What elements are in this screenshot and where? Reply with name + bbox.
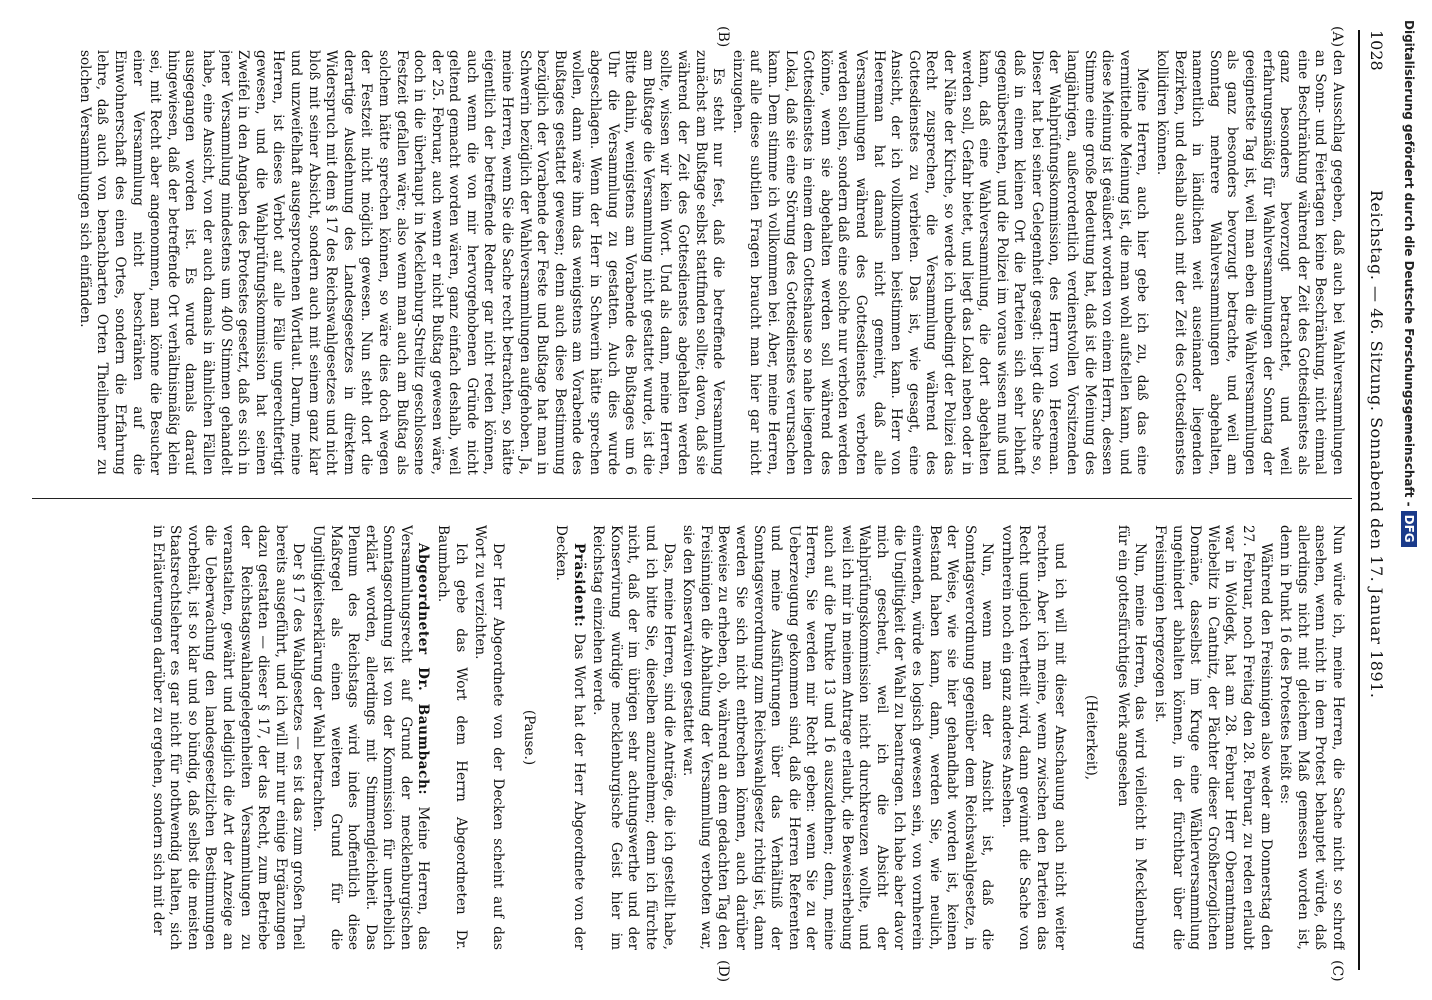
paragraph: Es steht nur fest, daß die betreffende Versammlung zunächst am Bußtage selbst stattfinden sollte; davon, daß sie während der Zeit des Gottesdienstes abgehalten werden sollte, wissen wir kein Wort. Und als dann, meine Herren, am Bußtage die Versammlung nicht gestattet wurde, ist die Bitte dahin, wenigstens am Vorabende des Bußtages um 6 Uhr die Versammlung zu gestatten. Auch dies wurde abgeschlagen. Wenn der Herr in Schwerin hätte sprechen wollen, dann wäre ihm das wenigstens am Vorabende des Bußtages gestattet gewesen; denn auch diese Bestimmung bezüglich der Vorabende der Feste und Bußtage hat man in Schwerin bezüglich der Wahlversammlungen aufgehoben. Ja, meine Herren, wenn Sie die Sache recht betrachten, so hätte eigentlich der betreffende Redner gar nicht reden können, auch wenn die von mir hervorgehobenen Gründe nicht geltend gemacht worden wären, ganz einfach deshalb, weil der 25. Februar, auch wenn er nicht Bußtag gewesen wäre, doch in die überhaupt in Mecklenburg-Strelitz geschlossene Festzeit gefallen wäre; also wenn man auch am Bußtag als solchem hätte sprechen können, so wäre dies doch wegen der Festzeit nicht möglich gewesen. Nun steht dort die derartige Ausdehnung des Landesgesetzes in direktem Widerspruch mit dem § 17 des Reichswahlgesetzes und nicht bloß mit seiner Absicht, sondern auch mit seinem ganz klar und unzweifelhaft ausgesprochenen Wortlaut. Darum, meine Herren, ist dieses Verbot auf alle Fälle ungerechtfertigt gewesen, und die Wahlprüfungskommission hat seinen Zweifel in den Angaben des Protestes gesetzt, daß es sich in jener Versammlung mindestens um 400 Stimmen gehandelt habe, eine Ansicht, von der auch damals in ähnlichen Fällen ausgegangen worden ist. Es wurde damals darauf hingewiesen, daß der betreffende Ort verhältnismäßig klein sei, mit Recht aber angenommen, man könne die Besucher einer Versammlung nicht beschränken auf die Einwohnerschaft des einen Ortes, sondern die Erfahrung lehre, daß auch von benachbarten Orten Theilnehmer zu solchen Versammlungen sich einfänden. xyxy=(76,50,727,475)
paragraph: den Ausschlag gegeben, daß auch bei Wahlversammlungen an Sonn- und Feiertagen keine Beschränkung, nicht einmal eine Beschränkung während der Zeit des Gottesdienstes als ganz besonders bevorzugt betrachtet, und weil erfahrungsmäßig für Wahlversammlungen der Sonntag der geeignetste Tag ist, weil man eben die Wahlversammlungen als ganz besonders bevorzugt betrachte, und weil am Sonntag mehrere Wahlversammlungen abgehalten, namentlich in ländlichen weit auseinander liegenden Bezirken, und deshalb auch mit der Zeit des Gottesdienstes kollidiren können. xyxy=(1154,50,1346,475)
paragraph: Während den Freisinnigen also weder am Donnerstag den 27. Februar, noch Freitag den 28. Februar, zu reden erlaubt war in Woldegk, hat am 28. Februar Herr Oberamtmann Wiebelitz in Cantnitz, der Pächter dieser Großherzoglichen Domäne, dasselbst im Kruge eine Wählerversammlung ungehindert abhalten können, in der fürchtbar über die Freisinnigen hergezogen ist. xyxy=(1152,525,1274,950)
margin-marker-b: (B) xyxy=(715,26,731,48)
left-column xyxy=(36,50,1346,475)
paragraph: Nun, wenn man der Ansicht ist, daß die Sonntagsverordnung gegenüber dem Reichswahlgesetze, in der Weise, wie sie hier gehandhabt worden ist, keinen Bestand haben kann, dann, werden Sie, wie neulich, einwenden, würde es logisch gewesen sein, von vornherein die Ungiltigkeit der Wahl zu beantragen. Ich habe aber davor mich gescheut, weil ich die Absicht der Wahlprüfungskommission nicht durchkreuzen wollte, und weil ich mir in meinem Antrage erlaubt, die Beweiserhebung auch auf die Punkte 13 und 16 auszudehnen; denn, meine Herren, Sie werden mir Recht geben: wenn Sie zu der Ueberzeugung gekommen sind, daß die Herren Referenten und meine Ausführungen über das Verhältniß der Sonntagsverordnung zum Reichswahlgesetz richtig ist, dann werden Sie sich nicht entbrechen können, auch darüber Beweise zu erheben, ob, während an dem gedachten Tag den Freisinnigen die Abhaltung der Versammlung verboten war, sie den Konservativen gestattet war. xyxy=(680,525,996,950)
paragraph: Der § 17 des Wahlgesetzes — es ist das zum großen Theil bereits ausgeführt, und ich will mir nur einige Ergänzungen dazu gestatten — dieser § 17, der das Recht, zum Betriebe der Reichstagswahlangelegenheiten Versammlungen zu veranstalten, gewährt und lediglich die Art der Anzeige an die Ueberwachung den landesgesetzlichen Bestimmungen vorbehält, ist so klar und so bündig, daß selbst die meisten Staatsrechtslehrer es gar nicht für nothwendig halten, sich in Erläuterungen darüber zu ergehen, sondern sich mit der xyxy=(149,525,307,950)
paragraph: Der Herr Abgeordnete von der Decken scheint auf das Wort zu verzichten. xyxy=(472,525,506,950)
stage-direction: (Pause.) xyxy=(521,709,538,766)
page-title: Reichstag. — 46. Sitzung. Sonnabend den 17. Januar 1891. xyxy=(1367,190,1386,699)
speaker-name: Abgeordneter Dr. Baumbach: xyxy=(415,543,432,796)
stage-direction: (Heiterkeit), xyxy=(1083,694,1100,781)
paragraph: Nun würde ich, meine Herren, die Sache nicht so schroff ansehen, wenn nicht in dem Protest behauptet würde, daß allerdings nicht mit gleichem Maß gemessen worden ist, denn in Punkt 16 des Protestes heißt es: xyxy=(1277,525,1346,950)
margin-marker-d: (D) xyxy=(715,960,731,983)
right-column xyxy=(36,525,1346,950)
margin-marker-c: (C) xyxy=(1329,960,1345,982)
margin-marker-a: (A) xyxy=(1329,26,1345,48)
dfg-logo: DFG xyxy=(1401,511,1417,547)
speech-paragraph xyxy=(551,525,586,950)
paragraph: Nun, meine Herren, das wird vielleicht in Mecklenburg für ein gottesfürchtiges Werk angesehen xyxy=(1114,525,1149,950)
speech-paragraph xyxy=(308,525,431,950)
page-header xyxy=(1358,30,1390,970)
document-page xyxy=(20,20,1390,983)
paragraph: Ich gebe das Wort dem Herrn Abgeordneten Dr. Baumbach. xyxy=(435,525,469,950)
stamp-text: Digitalisierung gefördert durch die Deutsche Forschungsgemeinschaft - xyxy=(1402,20,1416,507)
column-divider xyxy=(32,498,1352,499)
speaker-name: Präsident: xyxy=(570,543,587,628)
page-number: 1028 xyxy=(1367,30,1386,71)
paragraph: Meine Herren, auch hier gebe ich zu, daß das eine vermittelnde Meinung ist, die man wohl aufstellen kann, und diese Meinung ist geäußert worden von einem Herrn, dessen Stimme eine große Bedeutung hat, daß ist die Meinung des langjährigen, außerordentlich verdienstvollen Vorsitzenden der Wahlprüfungskommission, des Herrn von Heereman. Dieser hat bei seiner Gelegenheit gesagt: liegt die Sache so, daß in einem kleinen Ort die Parteien sich sehr lebhaft gegenüberstehen, und die Polizei im voraus wissen muß und kann, daß eine Wahlversammlung, die dort abgehalten werden soll, Gefahr bietet, und liegt das Lokal neben oder in der Nähe der Kirche, so werde ich unbedingt der Polizei das Recht zusprechen, die Versammlung während des Gottesdienstes zu verbieten. Das ist, wie gesagt, eine Ansicht, der ich vollkommen beistimmen kann. Herr von Heereman hat damals nicht gemeint, daß alle Versammlungen während des Gottesdienstes verboten werden sollen, sondern daß eine solche nur verboten werden könne, wenn sie abgehalten werden soll während des Gottesdienstes in einem dem Gotteshause so nahe liegenden Lokal, daß sie eine Störung des Gottesdienstes verursachen kann. Dem stimme ich vollkommen bei. Aber, meine Herren, auf alle diese subtilen Fragen braucht man hier gar nicht einzugehen. xyxy=(729,50,1151,475)
paragraph: und ich will mit dieser Anschauung auch nicht weiter rechten. Aber ich meine, wenn zwischen den Parteien das Recht ungleich vertheilt wird, dann gewinnt die Sache von vornherein noch ein ganz anderes Ansehen. xyxy=(998,525,1068,950)
speech-text: Das Wort hat der Herr Abgeordnete von der Decken. xyxy=(553,525,587,950)
paragraph: Das, meine Herren, sind die Anträge, die ich gestellt habe, und ich bitte Sie, dieselben anzunehmen; denn ich fürchte nicht, daß der im übrigen sehr achtungswerthe und der Konservirung würdige mecklenburgische Geist hier im Reichstag einziehen werde. xyxy=(590,525,677,950)
speech-text: Meine Herren, das Versammlungsrecht auf Grund der mecklenburgischen Sonntagsordnung ist von der Kommission für unerheblich erklärt worden, allerdings mit Stimmengleichheit. Das Plenum des Reichstags wird indes hoffentlich diese Maßregel als einen weiteren Grund für die Ungiltigkeitserklärung der Wahl betrachten. xyxy=(309,525,432,950)
digitization-stamp xyxy=(1394,20,1430,980)
